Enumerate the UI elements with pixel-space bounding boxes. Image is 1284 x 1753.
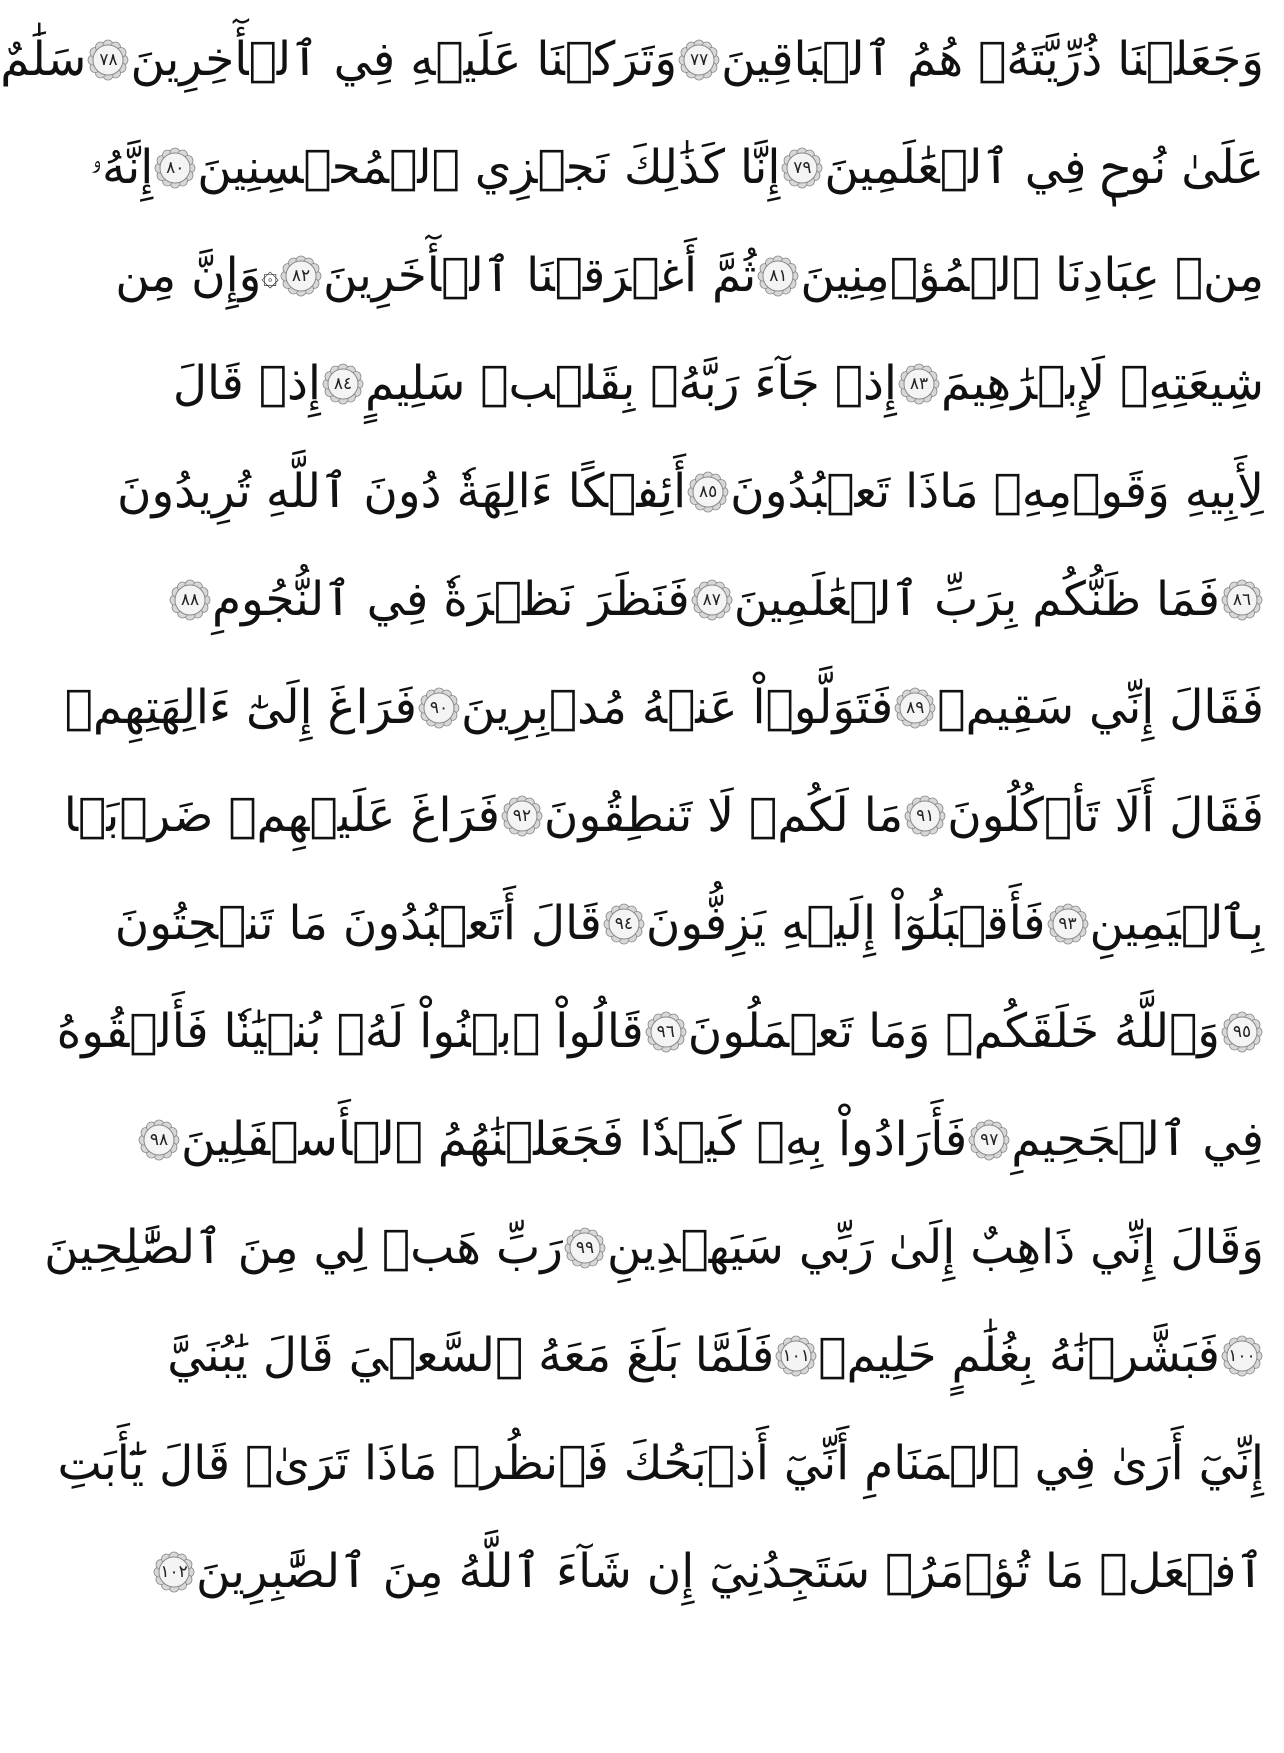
- verse-text: مِنۡ عِبَادِنَا ٱلۡمُؤۡمِنِينَ: [800, 248, 1264, 303]
- verse-text: فَمَا ظَنُّكُم بِرَبِّ ٱلۡعَٰلَمِينَ: [733, 572, 1220, 627]
- ayah-number-marker: [903, 794, 947, 838]
- verse-text: إِذۡ جَآءَ رَبَّهُۥ بِقَلۡبٖ سَلِيمٍ: [364, 356, 897, 411]
- verse-text: وَتَرَكۡنَا عَلَيۡهِ فِي ٱلۡأٓخِرِينَ: [130, 32, 678, 87]
- ayah-number-marker: [893, 686, 937, 730]
- verse-text: وَقَالَ إِنِّي ذَاهِبٌ إِلَىٰ رَبِّي سَيَهۡدِينِ: [606, 1220, 1264, 1275]
- verse-text: فَقَالَ أَلَا تَأۡكُلُونَ: [947, 788, 1264, 843]
- verse-text: فَنَظَرَ نَظۡرَةٗ فِي ٱلنُّجُومِ: [211, 572, 690, 627]
- text-line: [44, 1194, 1264, 1302]
- ayah-number: ٨٨: [180, 590, 200, 610]
- verse-text: أَئِفۡكًا ءَالِهَةٗ دُونَ ٱللَّهِ تُرِيدُونَ: [116, 464, 687, 519]
- verse-text: فَرَاغَ إِلَىٰٓ ءَالِهَتِهِمۡ: [64, 680, 418, 735]
- ayah-number: ٨٦: [1232, 590, 1252, 610]
- text-line: [90, 114, 1264, 222]
- text-line: [116, 438, 1264, 546]
- ayah-number-marker: [137, 1118, 181, 1162]
- verse-text: وَٱللَّهُ خَلَقَكُمۡ وَمَا تَعۡمَلُونَ: [687, 1004, 1220, 1059]
- ayah-number: ١٠٢: [160, 1562, 188, 1582]
- ayah-number: ٨٧: [702, 590, 721, 610]
- ayah-number-marker: [774, 1334, 818, 1378]
- ayah-number: ١٠١: [782, 1346, 810, 1366]
- ayah-number: ٨٢: [291, 266, 311, 286]
- ayah-number: ٩٤: [614, 914, 633, 934]
- ayah-number-marker: [153, 146, 197, 190]
- ayah-number-marker: [1220, 1334, 1264, 1378]
- ayah-number-marker: [321, 362, 365, 406]
- ayah-number: ٩٩: [575, 1238, 595, 1258]
- ayah-number-marker: [967, 1118, 1011, 1162]
- ayah-number: ٨٣: [909, 374, 929, 394]
- verse-text: فَأَرَادُواْ بِهِۦ كَيۡدٗا فَجَعَلۡنَٰهُمُ ٱلۡأَسۡفَلِينَ: [180, 1112, 968, 1167]
- text-line: [57, 1410, 1264, 1518]
- ayah-number: ٩٦: [656, 1022, 675, 1042]
- ayah-number-marker: [500, 794, 544, 838]
- text-line: [115, 222, 1264, 330]
- verse-text: وَجَعَلۡنَا ذُرِّيَّتَهُۥ هُمُ ٱلۡبَاقِينَ: [721, 32, 1264, 87]
- ayah-number-marker: [563, 1226, 607, 1270]
- verse-text: فَقَالَ إِنِّي سَقِيمٞ: [937, 680, 1264, 735]
- verse-text: رَبِّ هَبۡ لِي مِنَ ٱلصَّٰلِحِينَ: [44, 1220, 563, 1275]
- ayah-number-marker: [897, 362, 941, 406]
- text-line: [63, 762, 1264, 870]
- ayah-number: ٩٨: [149, 1130, 169, 1150]
- verse-text: فَلَمَّا بَلَغَ مَعَهُ ٱلسَّعۡيَ قَالَ يَٰبُنَيَّ: [167, 1328, 775, 1383]
- verse-text: إِنَّهُۥ: [90, 140, 154, 195]
- ayah-number: ٩٥: [1232, 1022, 1252, 1042]
- ayah-number-marker: [168, 578, 212, 622]
- ayah-number-marker: [279, 254, 323, 298]
- ayah-number: ٩٣: [1058, 914, 1077, 934]
- ayah-number-marker: [690, 578, 734, 622]
- ayah-number: ٩٢: [512, 806, 532, 826]
- ayah-number-marker: [152, 1550, 196, 1594]
- ayah-number-marker: [1046, 902, 1090, 946]
- text-line: [160, 1518, 1264, 1626]
- text-line: [114, 870, 1264, 978]
- text-line: [180, 546, 1264, 654]
- verse-text: إِذۡ قَالَ: [172, 356, 321, 411]
- ayah-number-marker: [86, 38, 130, 82]
- ayah-number: ٨٩: [906, 698, 925, 718]
- ayah-number: ٨٤: [333, 374, 353, 394]
- text-line: [0, 6, 1264, 114]
- text-line: [167, 1302, 1264, 1410]
- verse-text: شِيعَتِهِۦ لَإِبۡرَٰهِيمَ: [940, 356, 1264, 411]
- ayah-number-marker: [780, 146, 824, 190]
- ayah-number: ٧٩: [793, 158, 812, 178]
- verse-text: وَإِنَّ مِن: [115, 248, 262, 303]
- ayah-number: ٧٧: [690, 50, 709, 70]
- text-line: [64, 654, 1264, 762]
- ayah-number-marker: [644, 1010, 688, 1054]
- ayah-number: ٨٥: [699, 482, 718, 502]
- verse-text: فِي ٱلۡجَحِيمِ: [1011, 1112, 1264, 1167]
- verse-text: سَلَٰمٌ: [0, 32, 87, 87]
- ayah-number-marker: [686, 470, 730, 514]
- verse-text: لِأَبِيهِ وَقَوۡمِهِۦ مَاذَا تَعۡبُدُونَ: [730, 464, 1264, 519]
- verse-text: قَالُواْ ٱبۡنُواْ لَهُۥ بُنۡيَٰنٗا فَأَلۡقُوهُ: [56, 1004, 644, 1059]
- verse-text: فَتَوَلَّوۡاْ عَنۡهُ مُدۡبِرِينَ: [461, 680, 894, 735]
- ayah-number-marker: [1220, 1010, 1264, 1054]
- verse-text: فَرَاغَ عَلَيۡهِمۡ ضَرۡبَۢا: [63, 788, 500, 843]
- ayah-number-marker: [602, 902, 646, 946]
- verse-text: ٱفۡعَلۡ مَا تُؤۡمَرُۖ سَتَجِدُنِيٓ إِن شَآءَ ٱللَّهُ مِنَ ٱلصَّٰبِرِينَ: [196, 1544, 1264, 1599]
- ayah-number: ٩٧: [980, 1130, 999, 1150]
- ayah-number-marker: [1220, 578, 1264, 622]
- ayah-number-marker: [677, 38, 721, 82]
- verse-text: فَأَقۡبَلُوٓاْ إِلَيۡهِ يَزِفُّونَ: [645, 896, 1046, 951]
- ayah-number: ٩١: [916, 806, 935, 826]
- text-line: [149, 1086, 1264, 1194]
- ayah-number: ٧٨: [99, 50, 118, 70]
- verse-text: إِنَّا كَذَٰلِكَ نَجۡزِي ٱلۡمُحۡسِنِينَ: [197, 140, 781, 195]
- verse-text: مَا لَكُمۡ لَا تَنطِقُونَ: [543, 788, 904, 843]
- verse-text: عَلَىٰ نُوحٖ فِي ٱلۡعَٰلَمِينَ: [824, 140, 1264, 195]
- ayah-number-marker: [756, 254, 800, 298]
- ayah-number: ٨١: [769, 266, 788, 286]
- verse-text: فَبَشَّرۡنَٰهُ بِغُلَٰمٍ حَلِيمٖ: [818, 1328, 1220, 1383]
- verse-text: ثُمَّ أَغۡرَقۡنَا ٱلۡأٓخَرِينَ: [322, 248, 757, 303]
- ayah-number: ١٠٠: [1228, 1346, 1256, 1366]
- text-line: [56, 978, 1264, 1086]
- verse-text: بِٱلۡيَمِينِ: [1089, 896, 1264, 951]
- ayah-number: ٨٠: [166, 158, 185, 178]
- asterisk-section-marker-icon: ۞: [261, 258, 279, 293]
- text-line: [172, 330, 1264, 438]
- verse-text: إِنِّيٓ أَرَىٰ فِي ٱلۡمَنَامِ أَنِّيٓ أَذۡبَحُكَ فَٱنظُرۡ مَاذَا تَرَىٰۚ قَالَ يَٰٓأَبَتِ: [57, 1436, 1264, 1491]
- ayah-number-marker: [417, 686, 461, 730]
- ayah-number: ٩٠: [429, 698, 449, 718]
- verse-text: قَالَ أَتَعۡبُدُونَ مَا تَنۡحِتُونَ: [114, 896, 602, 951]
